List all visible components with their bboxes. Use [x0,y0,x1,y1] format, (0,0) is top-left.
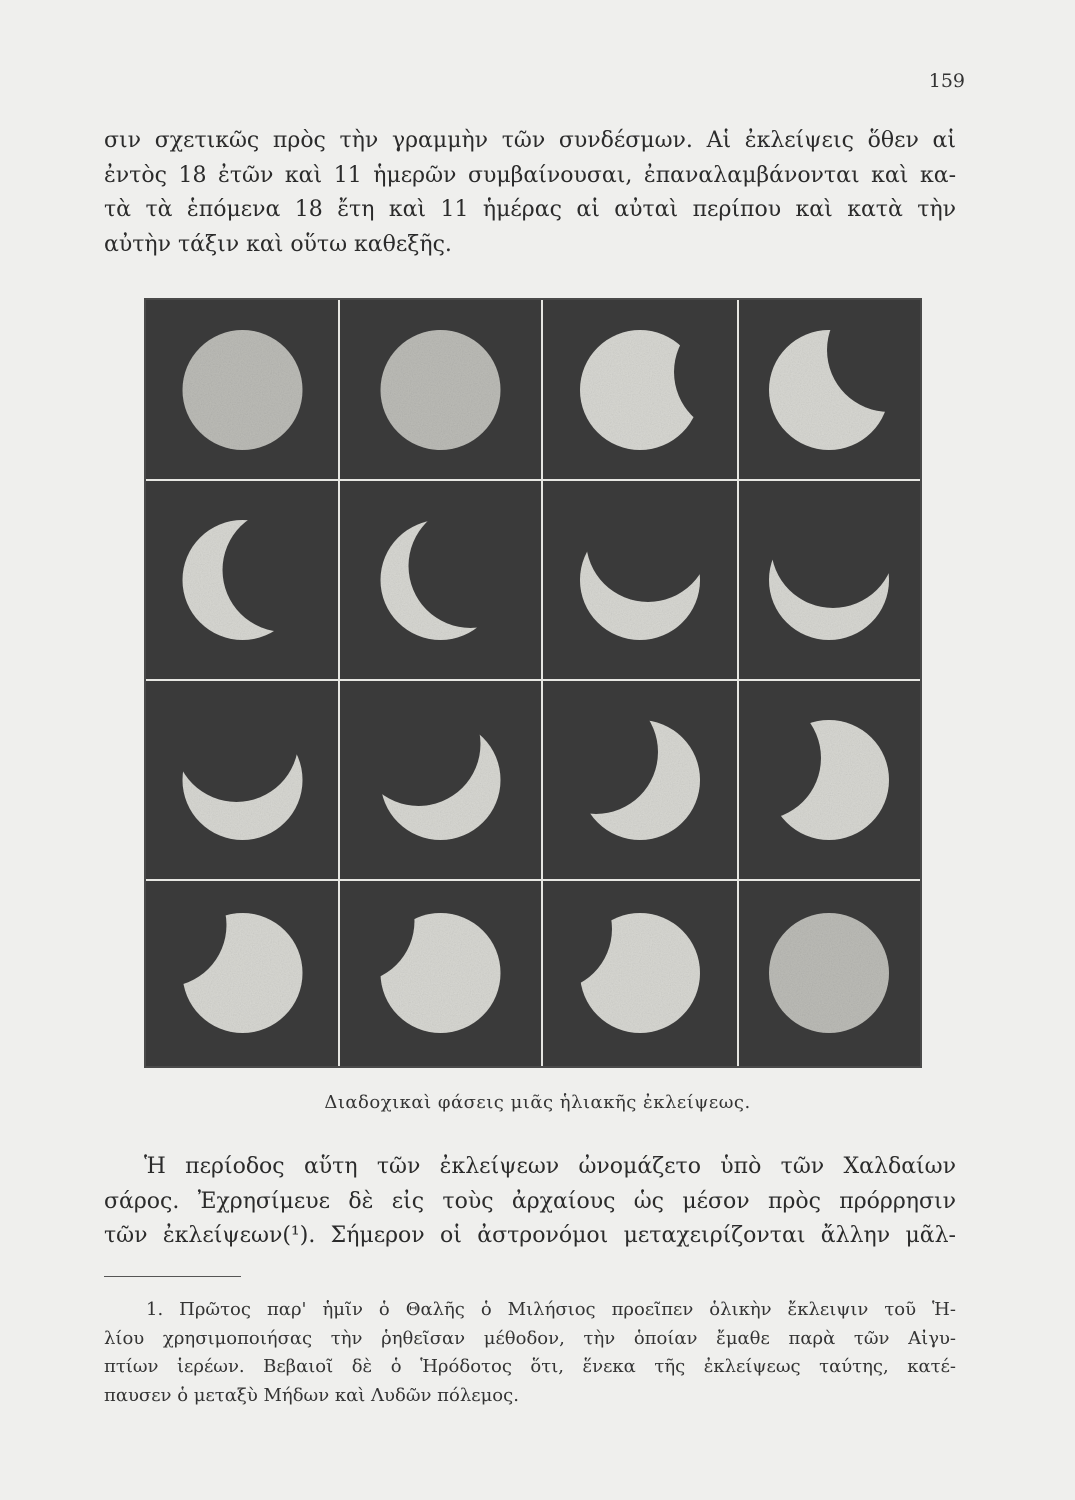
sun-crescent [381,520,501,640]
figure-caption: Διαδοχικαὶ φάσεις μιᾶς ἡλιακῆς ἐκλείψεως. [324,1092,751,1113]
text-line: σάρος. Ἐχρησίμευε δὲ εἰς τοὺς ἀρχαίους ὡς μέσον πρὸς πρόρρησιν [104,1188,956,1214]
sun-crescent [580,913,700,1033]
page-number: 159 [928,70,965,92]
sun-crescent [183,913,303,1033]
eclipse-phases-image [146,300,920,1066]
sun-disc [769,913,889,1033]
body-paragraph-2 [104,1150,956,1254]
sun-crescent [381,913,501,1033]
footnote-divider [104,1276,241,1277]
sun-crescent [769,330,889,450]
sun-crescent [769,520,889,640]
text-line: Ἡ περίοδος αὕτη τῶν ἐκλείψεων ὠνομάζετο ὑπὸ τῶν Χαλδαίων [144,1154,956,1179]
text-line: αὐτὴν τάξιν καὶ οὕτω καθεξῆς. [104,231,452,257]
text-line: σιν σχετικῶς πρὸς τὴν γραμμὴν τῶν συνδέσμων. Αἱ ἐκλείψεις ὅθεν αἱ [104,128,956,153]
sun-disc [183,330,303,450]
sun-crescent [580,330,700,450]
sun-crescent [183,720,303,840]
sun-crescent [580,720,700,840]
footnote-line: 1. Πρῶτος παρ' ἡμῖν ὁ Θαλῆς ὁ Μιλήσιος προεῖπεν ὁλικὴν ἔκλειψιν τοῦ Ἡ- [146,1299,956,1320]
text-line: τῶν ἐκλείψεων(¹). Σήμερον οἱ ἀστρονόμοι μεταχειρίζονται ἄλλην μᾶλ- [104,1223,956,1248]
footnote-line: πτίων ἱερέων. Βεβαιοῖ δὲ ὁ Ἡρόδοτος ὅτι, ἕνεκα τῆς ἐκλείψεως ταύτης, κατέ- [104,1356,956,1377]
body-paragraph-1 [104,124,956,262]
text-line: τὰ τὰ ἑπόμενα 18 ἔτη καὶ 11 ἡμέρας αἱ αὐταὶ περίπου καὶ κατὰ τὴν [104,197,956,222]
footnote [104,1296,956,1410]
sun-crescent [183,520,303,640]
text-line: ἐντὸς 18 ἐτῶν καὶ 11 ἡμερῶν συμβαίνουσαι, ἐπαναλαμβάνονται καὶ κα- [104,162,956,188]
footnote-line: λίου χρησιμοποιήσας τὴν ῥηθεῖσαν μέθοδον, τὴν ὁποίαν ἔμαθε παρὰ τῶν Αἰγυ- [104,1327,956,1349]
eclipse-phases-figure [146,300,920,1066]
footnote-line: παυσεν ὁ μεταξὺ Μήδων καὶ Λυδῶν πόλεμος. [104,1384,519,1406]
sun-disc [381,330,501,450]
sun-crescent [769,720,889,840]
sun-crescent [381,720,501,840]
sun-crescent [580,520,700,640]
